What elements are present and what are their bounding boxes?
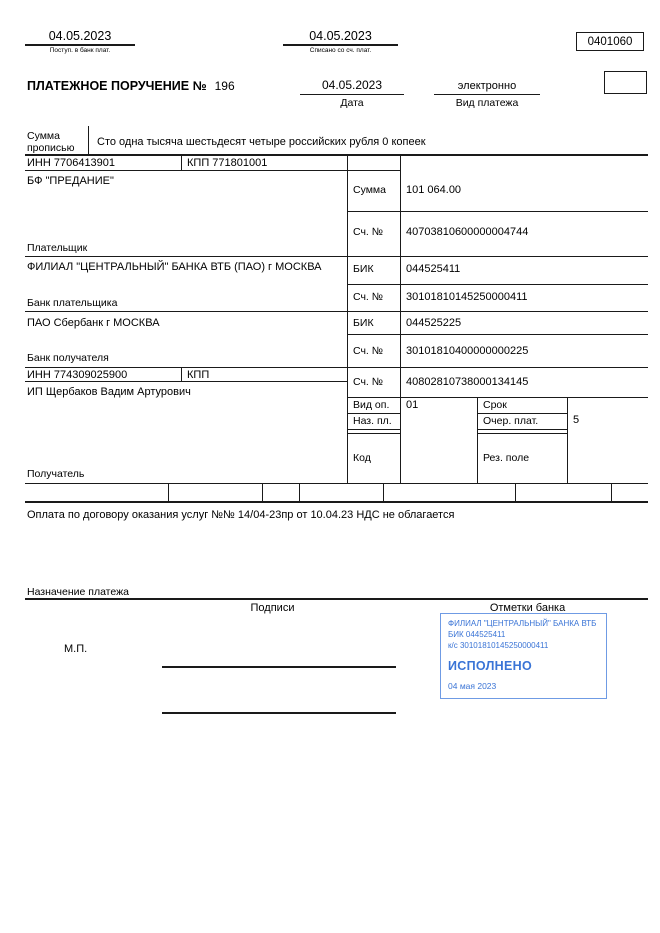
- payment-kind-underline: [434, 94, 540, 95]
- payer-inn: ИНН 7706413901: [27, 157, 116, 169]
- payer-bank-account: 30101810145250000411: [406, 291, 528, 303]
- payee-bank-bik-label: БИК: [353, 317, 374, 329]
- table-hline: [347, 397, 648, 398]
- op-kind-value: 01: [406, 399, 419, 411]
- payee-bank-account: 30101810400000000225: [406, 345, 529, 357]
- amount-value: 101 064.00: [406, 184, 462, 196]
- date-received-label: Поступ. в банк плат.: [49, 47, 111, 54]
- stamp-place-label: М.П.: [64, 643, 88, 655]
- stamp-bik: БИК 044525411: [448, 630, 506, 639]
- date-debited: 04.05.2023: [309, 29, 372, 43]
- payer-bank-name: ФИЛИАЛ "ЦЕНТРАЛЬНЫЙ" БАНКА ВТБ (ПАО) г МОСКВА: [27, 261, 322, 273]
- payee-bank-name: ПАО Сбербанк г МОСКВА: [27, 317, 160, 329]
- payee-account: 40802810738000134145: [406, 376, 529, 388]
- pay-purpose-code-label: Наз. пл.: [353, 415, 392, 427]
- amount-words-label-1: Сумма: [27, 130, 60, 142]
- table-hline: [25, 170, 400, 171]
- table-vline-op: [477, 397, 478, 483]
- table-hline: [347, 429, 400, 430]
- date-received-underline: [25, 44, 135, 46]
- table-hline: [25, 483, 648, 484]
- payee-bank-bik: 044525225: [406, 317, 462, 329]
- table-hline: [477, 433, 567, 434]
- stamp-bank-name: ФИЛИАЛ "ЦЕНТРАЛЬНЫЙ" БАНКА ВТБ: [448, 619, 597, 628]
- table-hline: [347, 284, 648, 285]
- strip-divider: [515, 483, 516, 501]
- priority-value: 5: [573, 414, 580, 426]
- payment-kind-code-box: [604, 71, 647, 94]
- payee-bank-label: Банк получателя: [27, 352, 109, 364]
- doc-date-label: Дата: [340, 97, 364, 109]
- payee-inn: ИНН 774309025900: [27, 369, 128, 381]
- form-code: 0401060: [587, 35, 633, 48]
- code-label: Код: [353, 452, 371, 464]
- table-bottom-line: [25, 501, 648, 503]
- priority-label: Очер. плат.: [483, 415, 539, 427]
- op-kind-label: Вид оп.: [353, 399, 390, 411]
- table-hline: [477, 413, 567, 414]
- payee-inn-kpp-divider: [181, 367, 182, 381]
- signature-line-2: [162, 712, 396, 714]
- date-received: 04.05.2023: [48, 29, 112, 43]
- doc-title: ПЛАТЕЖНОЕ ПОРУЧЕНИЕ №: [27, 79, 207, 93]
- payee-label: Получатель: [27, 468, 85, 480]
- amount-words-divider: [88, 126, 89, 154]
- payer-bank-bik: 044525411: [406, 263, 461, 275]
- amount-words-value: Сто одна тысяча шестьдесят четыре российских рубля 0 копеек: [97, 136, 426, 148]
- table-hline: [347, 433, 400, 434]
- payer-account-label: Сч. №: [353, 226, 384, 238]
- purpose-bottom-line: [25, 598, 648, 600]
- payer-label: Плательщик: [27, 242, 88, 254]
- payee-account-label: Сч. №: [353, 376, 384, 388]
- purpose-text: Оплата по договору оказания услуг №№ 14/04-23пр от 10.04.23 НДС не облагается: [27, 509, 455, 521]
- payment-kind: электронно: [457, 80, 517, 92]
- payer-account: 40703810600000004744: [406, 226, 529, 238]
- table-hline: [347, 334, 648, 335]
- date-debited-underline: [283, 44, 398, 46]
- strip-divider: [611, 483, 612, 501]
- table-vline-priority: [567, 397, 568, 483]
- stamp-date: 04 мая 2023: [448, 681, 497, 691]
- table-hline: [477, 429, 567, 430]
- term-label: Срок: [483, 399, 507, 411]
- table-hline: [347, 413, 400, 414]
- stamp-status: ИСПОЛНЕНО: [448, 659, 532, 673]
- amount-words-label-2: прописью: [27, 142, 75, 154]
- doc-date-underline: [300, 94, 404, 95]
- signature-line-1: [162, 666, 396, 668]
- doc-date: 04.05.2023: [321, 78, 383, 92]
- date-debited-label: Списано со сч. плат.: [309, 47, 372, 54]
- payer-inn-kpp-divider: [181, 156, 182, 170]
- amount-label: Сумма: [353, 184, 386, 196]
- signatures-label: Подписи: [250, 602, 295, 614]
- doc-number: 196: [214, 79, 235, 93]
- table-hline: [25, 367, 648, 368]
- strip-divider: [383, 483, 384, 501]
- table-hline: [347, 211, 648, 212]
- doc-title-row: [27, 79, 235, 94]
- reserve-field-label: Рез. поле: [483, 452, 530, 464]
- table-hline: [25, 256, 648, 257]
- table-top-line: [25, 154, 648, 156]
- payer-name: БФ "ПРЕДАНИЕ": [27, 175, 114, 187]
- stamp-corr-account: к/с 30101810145250000411: [448, 641, 549, 650]
- table-vline-value-col: [400, 156, 401, 483]
- payer-bank-account-label: Сч. №: [353, 291, 384, 303]
- bank-stamp: [440, 613, 607, 699]
- bank-marks-label: Отметки банка: [489, 602, 566, 614]
- payee-bank-account-label: Сч. №: [353, 345, 384, 357]
- table-hline: [25, 311, 648, 312]
- payer-bank-label: Банк плательщика: [27, 297, 118, 309]
- form-code-box: [576, 32, 644, 51]
- payee-kpp: КПП: [187, 369, 210, 381]
- payer-bank-bik-label: БИК: [353, 263, 374, 275]
- purpose-label: Назначение платежа: [27, 586, 129, 598]
- strip-divider: [299, 483, 300, 501]
- payer-kpp: КПП 771801001: [187, 157, 268, 169]
- strip-divider: [168, 483, 169, 501]
- strip-divider: [262, 483, 263, 501]
- payee-name: ИП Щербаков Вадим Артурович: [27, 386, 191, 398]
- payment-kind-label: Вид платежа: [455, 97, 519, 109]
